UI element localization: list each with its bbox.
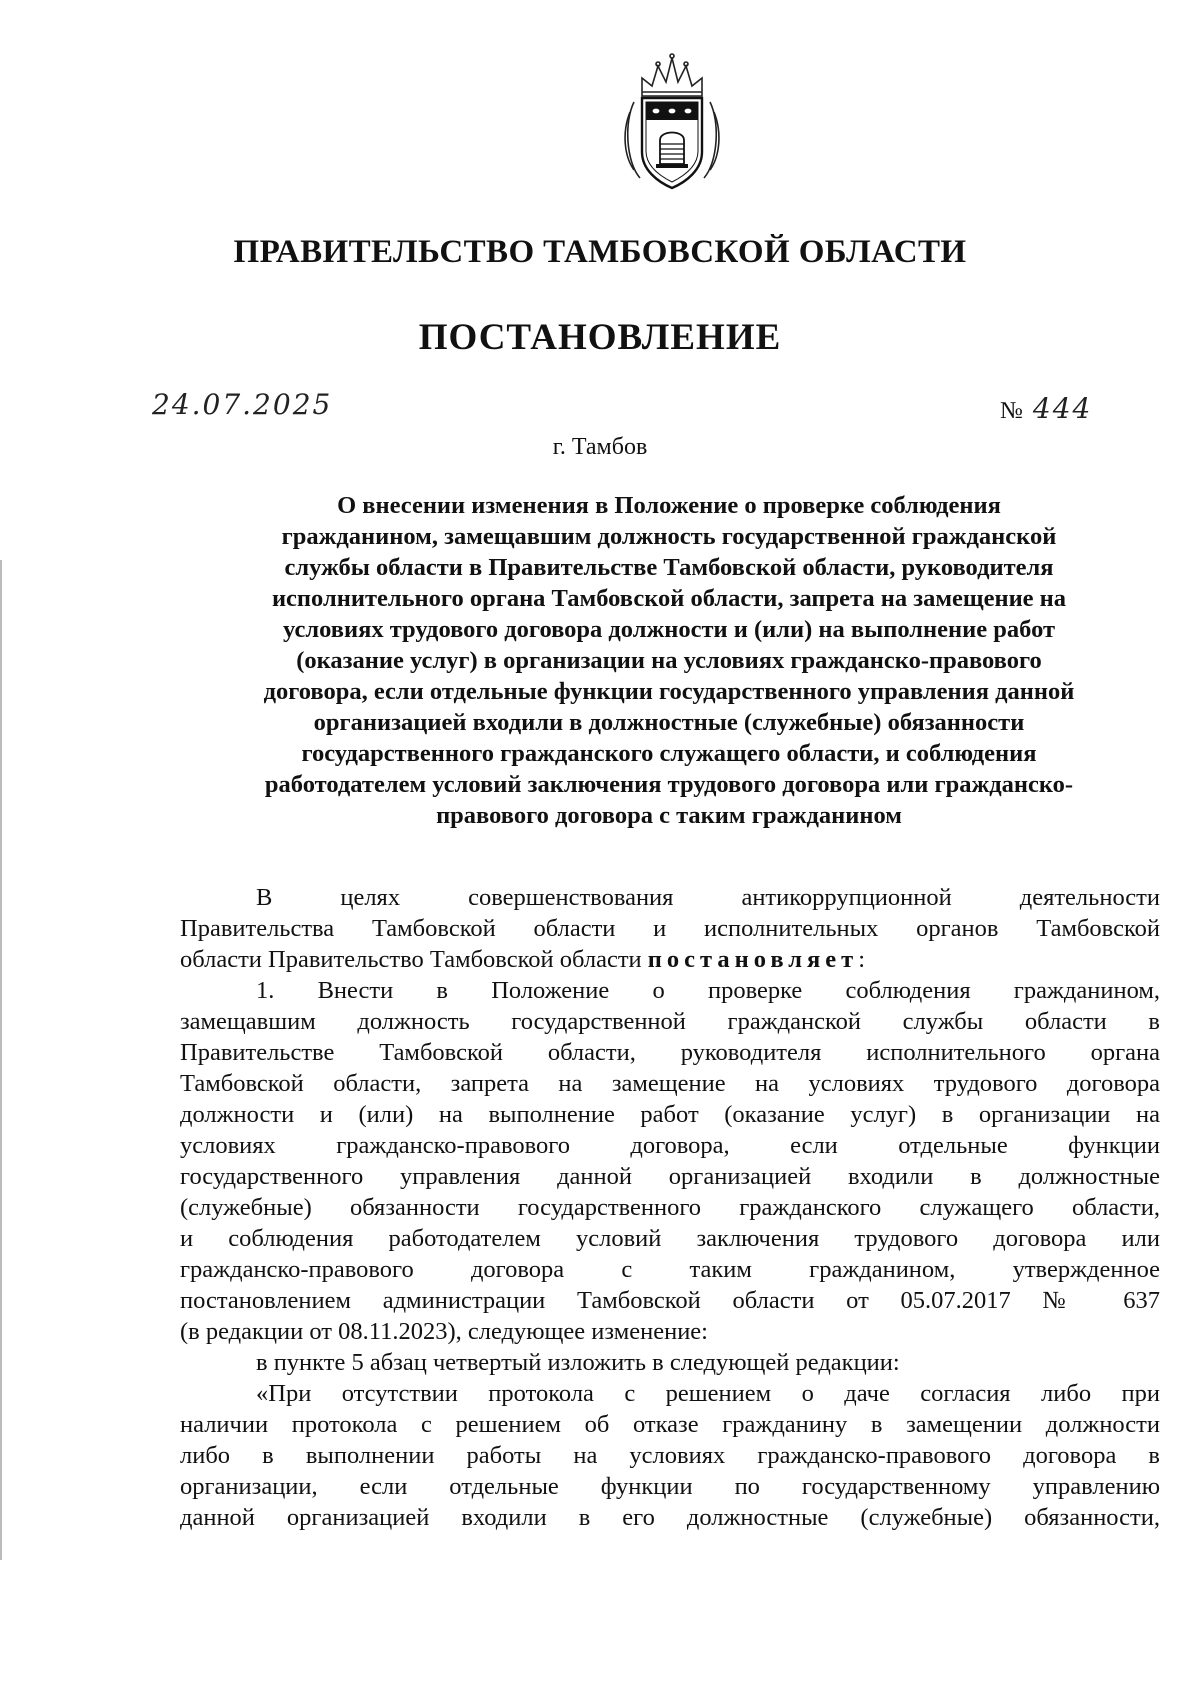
subject-line: службы области в Правительстве Тамбовской области, руководителя bbox=[284, 554, 1054, 581]
subject-line: организацией входили в должностные (служебные) обязанности bbox=[313, 709, 1025, 736]
body-line: государственного управления данной организацией входили в должностные bbox=[180, 1163, 1160, 1190]
body-line: должности и (или) на выполнение работ (оказание услуг) в организации на bbox=[180, 1101, 1160, 1128]
body-line: организации, если отдельные функции по государственному управлению bbox=[180, 1473, 1160, 1500]
body-line: и соблюдения работодателем условий заключения трудового договора или bbox=[180, 1225, 1160, 1252]
instruction-paragraph bbox=[180, 1347, 1160, 1378]
handwritten-number: 444 bbox=[1032, 392, 1093, 425]
body-line: (служебные) обязанности государственного гражданского служащего области, bbox=[180, 1194, 1160, 1221]
subject-line: работодателем условий заключения трудового договора или гражданско- bbox=[264, 771, 1074, 798]
quoted-amendment bbox=[180, 1378, 1160, 1533]
document-number bbox=[1000, 392, 1092, 425]
body-line: условиях гражданско-правового договора, если отдельные функции bbox=[180, 1132, 1160, 1159]
subject-line: условиях трудового договора должности и (или) на выполнение работ bbox=[282, 616, 1056, 643]
document-type-title: ПОСТАНОВЛЕНИЕ bbox=[418, 317, 782, 358]
preamble-paragraph bbox=[180, 882, 1160, 975]
subject-line: государственного гражданского служащего области, и соблюдения bbox=[301, 740, 1037, 767]
body-line: (в редакции от 08.11.2023), следующее изменение: bbox=[180, 1318, 708, 1345]
coat-of-arms-icon bbox=[620, 52, 724, 192]
item-1-paragraph bbox=[180, 975, 1160, 1347]
body-line: Тамбовской области, запрета на замещение на условиях трудового договора bbox=[180, 1070, 1160, 1097]
body-line: гражданско-правового договора с таким гражданином, утвержденное bbox=[180, 1256, 1160, 1283]
body-line: В целях совершенствования антикоррупционной деятельности bbox=[256, 884, 1160, 911]
body-line: 1. Внести в Положение о проверке соблюдения гражданином, bbox=[256, 977, 1160, 1004]
subject-line: договора, если отдельные функции государственного управления данной bbox=[263, 678, 1075, 705]
decree-colon: : bbox=[858, 946, 865, 973]
document-body bbox=[180, 882, 1160, 1533]
body-line: Правительства Тамбовской области и исполнительных органов Тамбовской bbox=[180, 915, 1160, 942]
body-line bbox=[180, 944, 1160, 975]
preamble-text: области Правительство Тамбовской области bbox=[180, 946, 642, 973]
body-line: «При отсутствии протокола с решением о даче согласия либо при bbox=[256, 1380, 1160, 1407]
body-line: в пункте 5 абзац четвертый изложить в следующей редакции: bbox=[256, 1349, 900, 1376]
handwritten-date: 24.07.2025 bbox=[152, 388, 333, 421]
document-subject bbox=[188, 490, 1150, 831]
decree-word: постановляет bbox=[647, 946, 859, 973]
subject-line: правового договора с таким гражданином bbox=[436, 802, 902, 829]
subject-line: О внесении изменения в Положение о проверке соблюдения bbox=[337, 492, 1001, 519]
body-line: замещавшим должность государственной гражданской службы области в bbox=[180, 1008, 1160, 1035]
subject-line: (оказание услуг) в организации на условиях гражданско-правового bbox=[296, 647, 1042, 674]
number-label: № bbox=[1000, 398, 1023, 424]
body-line: Правительстве Тамбовской области, руководителя исполнительного органа bbox=[180, 1039, 1160, 1066]
city-label: г. Тамбов bbox=[552, 434, 648, 460]
subject-line: исполнительного органа Тамбовской области, запрета на замещение на bbox=[271, 585, 1067, 612]
body-line: либо в выполнении работы на условиях гражданско-правового договора в bbox=[180, 1442, 1160, 1469]
government-title: ПРАВИТЕЛЬСТВО ТАМБОВСКОЙ ОБЛАСТИ bbox=[233, 234, 967, 270]
body-line: наличии протокола с решением об отказе гражданину в замещении должности bbox=[180, 1411, 1160, 1438]
subject-line: гражданином, замещавшим должность государственной гражданской bbox=[281, 523, 1057, 550]
body-line: данной организацией входили в его должностные (служебные) обязанности, bbox=[180, 1504, 1160, 1531]
body-line: постановлением администрации Тамбовской области от 05.07.2017 № 637 bbox=[180, 1287, 1160, 1314]
